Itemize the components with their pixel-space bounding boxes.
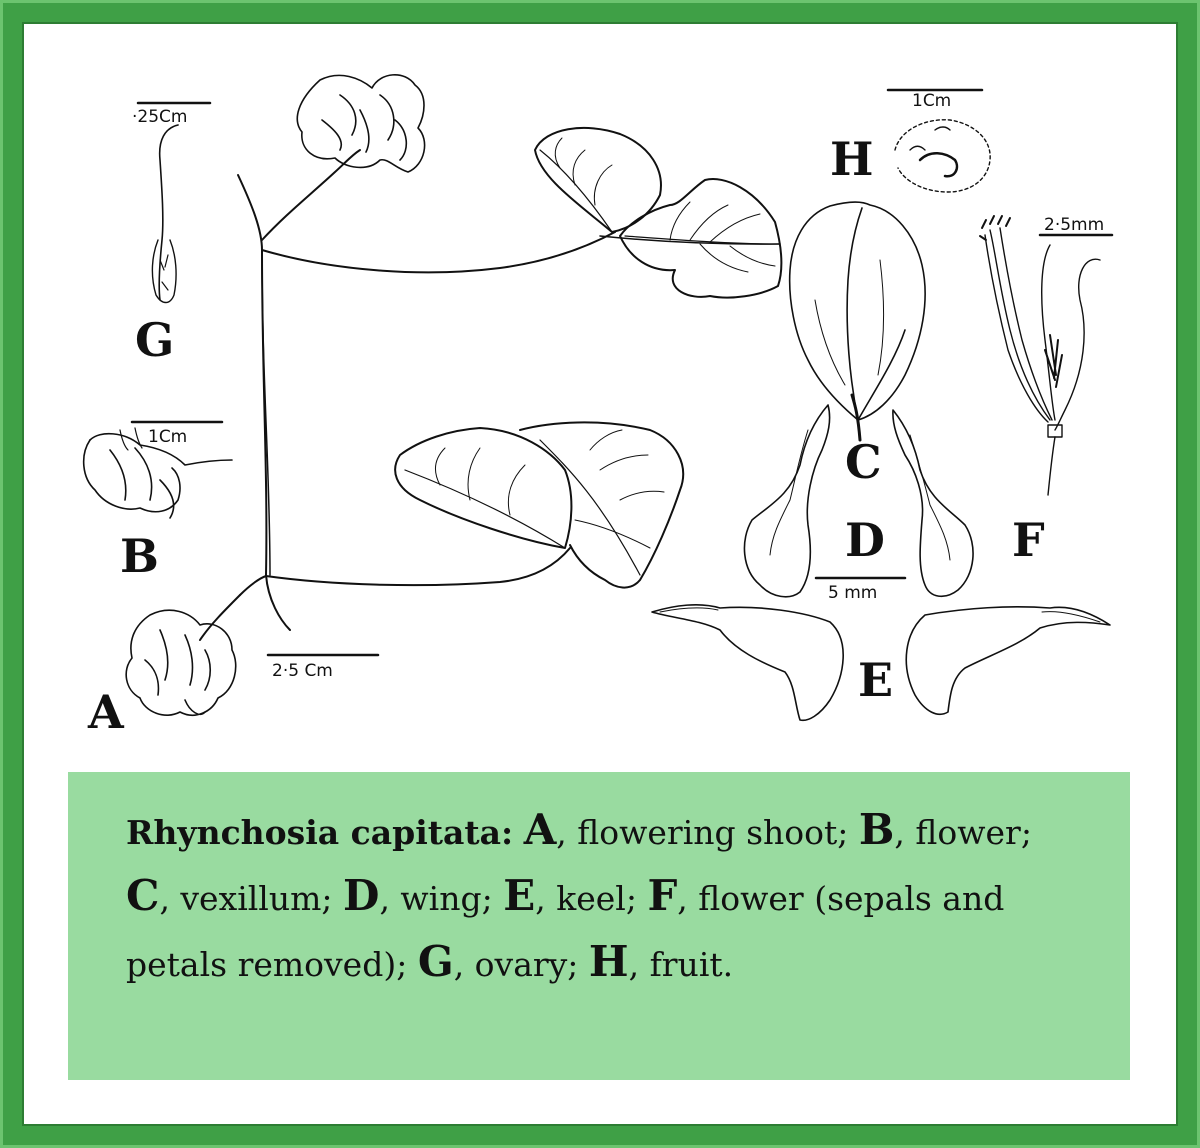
panel-label-g: G <box>135 313 175 367</box>
caption-key-b: B <box>858 805 895 854</box>
caption-box <box>68 772 1130 1080</box>
caption-text-g: , ovary; <box>453 945 579 984</box>
scale-bars <box>132 90 1112 655</box>
scale-label-b: 1Cm <box>148 427 188 447</box>
caption-key-a: A <box>523 805 557 854</box>
caption-text-b: , flower; <box>894 813 1032 852</box>
panel-label-f: F <box>1012 513 1045 567</box>
panel-label-a: A <box>88 685 124 739</box>
caption-key-h: H <box>588 937 629 986</box>
ovary-drawing <box>152 125 178 303</box>
scale-label-h: 1Cm <box>912 91 952 111</box>
figure-caption <box>126 798 1074 996</box>
caption-text-a: , flowering shoot; <box>556 813 849 852</box>
scale-label-de: 5 mm <box>828 583 878 603</box>
fruit-drawing <box>895 120 990 192</box>
scale-label-g: ·25Cm <box>132 107 188 127</box>
caption-key-g: G <box>417 937 454 986</box>
panel-label-e: E <box>858 653 894 707</box>
caption-key-d: D <box>343 871 380 920</box>
caption-text-f: , flower (sepals and petals removed); <box>126 879 1005 984</box>
panel-label-b: B <box>120 529 159 583</box>
androecium-drawing <box>980 216 1100 495</box>
caption-key-c: C <box>126 871 160 920</box>
caption-text-d: , wing; <box>379 879 493 918</box>
panel-label-h: H <box>830 132 874 186</box>
top-flower-cluster <box>297 75 424 172</box>
panel-label-c: C <box>845 435 882 489</box>
panel-label-d: D <box>845 513 885 567</box>
caption-key-f: F <box>647 871 678 920</box>
scale-label-f: 2·5mm <box>1044 215 1105 235</box>
caption-species: Rhynchosia capitata: <box>126 813 514 852</box>
caption-text-e: , keel; <box>535 879 637 918</box>
vexillum-drawing <box>790 202 925 440</box>
caption-key-e: E <box>503 871 536 920</box>
scale-label-a: 2·5 Cm <box>272 661 333 681</box>
lower-flower-cluster <box>126 610 236 715</box>
caption-text-c: , vexillum; <box>159 879 333 918</box>
caption-text-h: , fruit. <box>628 945 734 984</box>
